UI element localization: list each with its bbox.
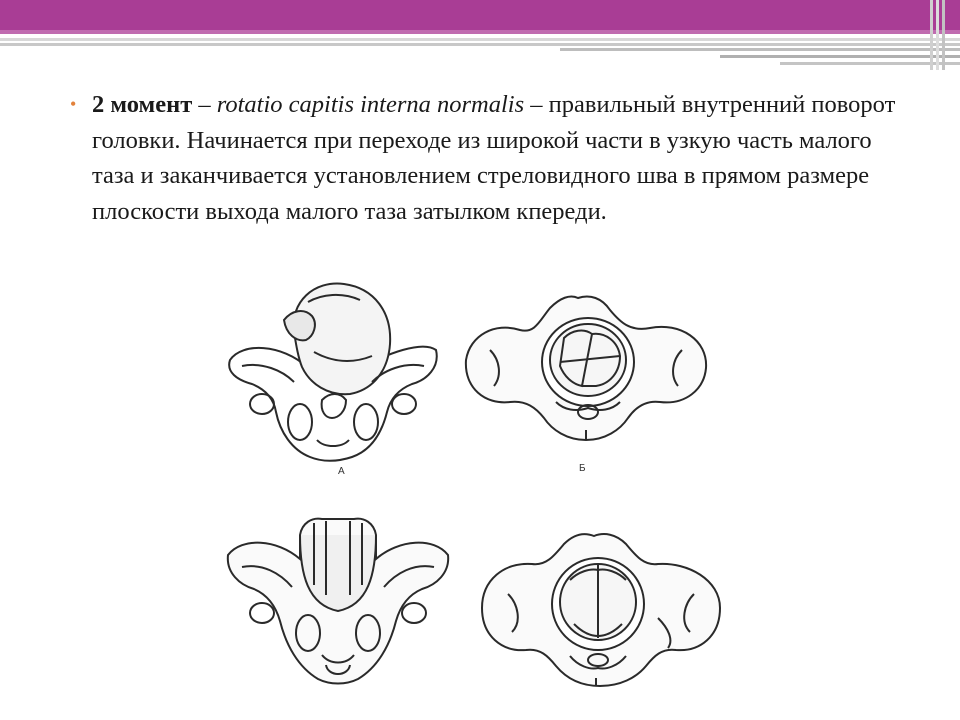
bullet-heading: 2 момент	[92, 91, 193, 118]
dash-2: –	[524, 91, 549, 118]
pelvis-top-view-head-rotation-illustration	[460, 290, 712, 445]
bullet-description: правильный внутренний поворот головки. Начинается при переходе из широкой части в узкую часть малого таза и заканчивается установлением стреловидного шва в прямом размере плоскости выхода малого таза затылком кпереди.	[92, 91, 896, 225]
pelvis-head-descended-illustration	[222, 515, 454, 693]
dash-1: –	[192, 91, 217, 118]
pelvis-head-entering-illustration	[222, 272, 444, 472]
latin-term: rotatio capitis interna normalis	[216, 91, 525, 118]
slide-body	[70, 87, 920, 229]
pelvis-top-view-rotated-head-illustration	[478, 528, 724, 690]
bullet-paragraph	[92, 87, 920, 229]
figure-label-b: Б	[579, 463, 586, 474]
figure-label-a: А	[338, 466, 345, 477]
header-decoration	[0, 0, 960, 72]
bullet-marker: •	[70, 94, 77, 114]
